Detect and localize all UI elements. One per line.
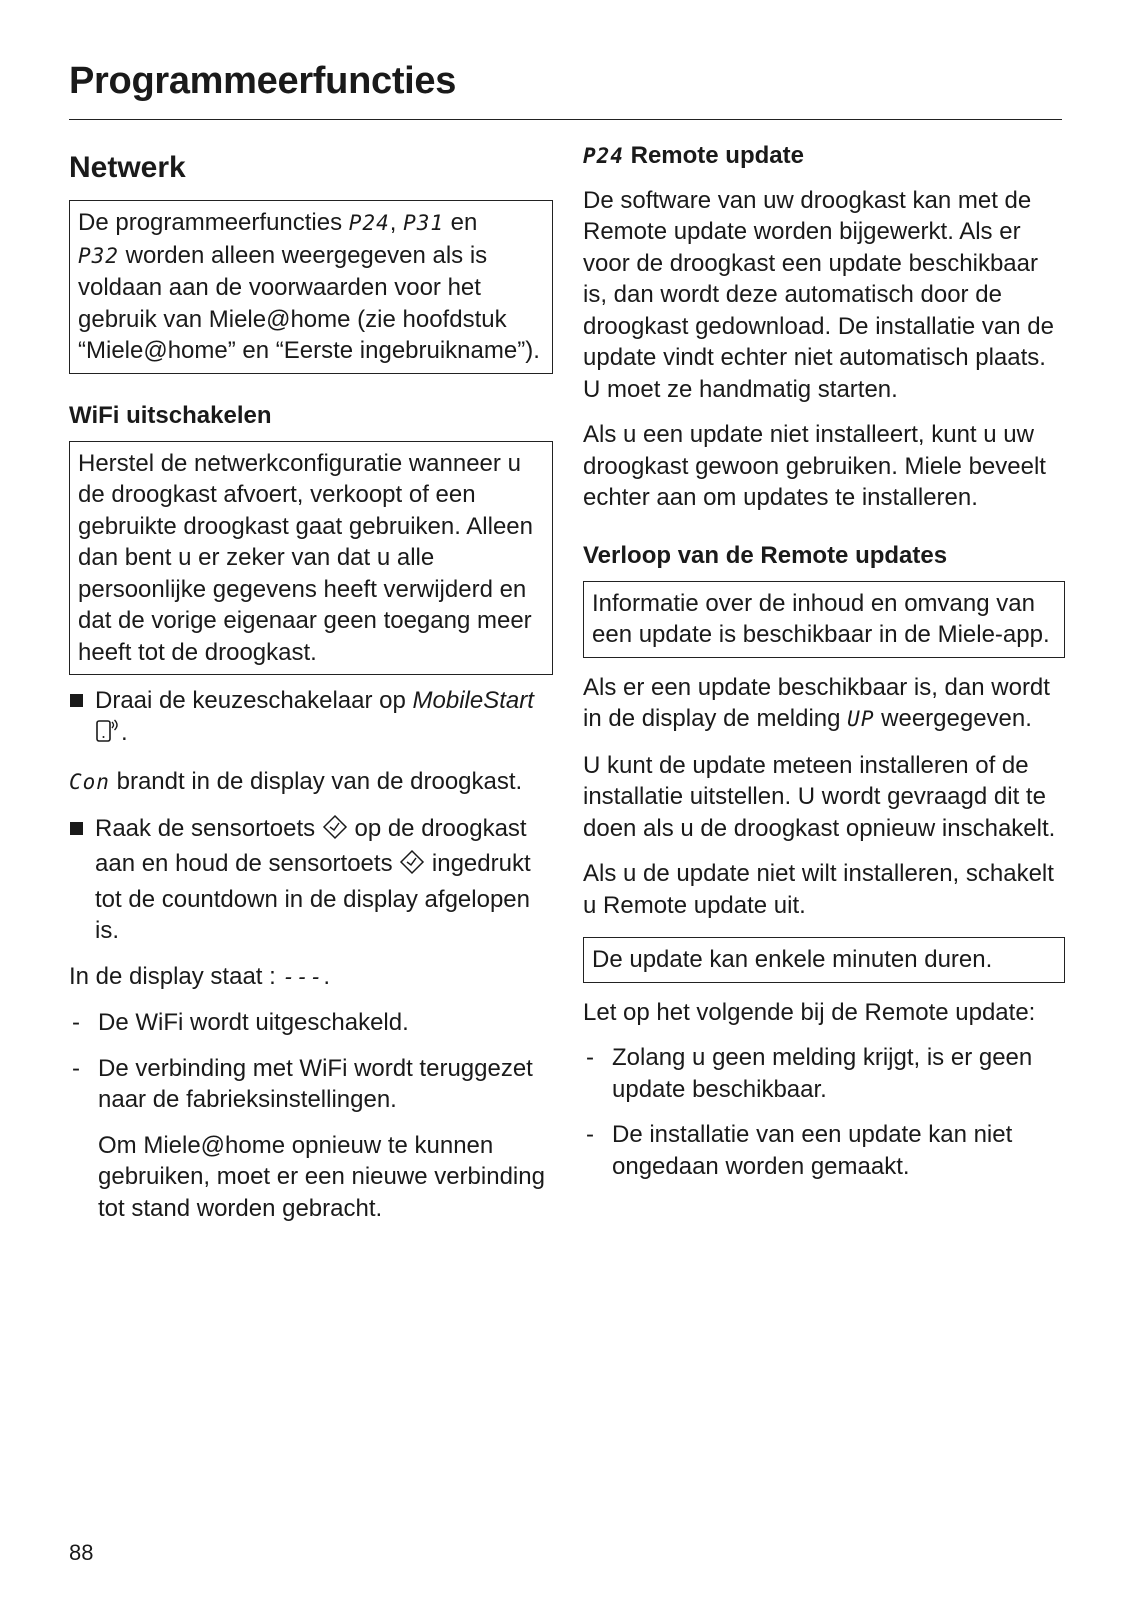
paragraph: Con brandt in de display van de droogkast.	[69, 768, 523, 795]
display-code: P24	[348, 211, 390, 235]
note-box-duration	[583, 937, 1065, 983]
note-box-info	[583, 581, 1065, 658]
note-box-wifi	[69, 441, 553, 676]
mobilestart-icon	[95, 718, 121, 753]
sensor-key-icon	[399, 849, 425, 884]
list-item: - De WiFi wordt uitgeschakeld.	[72, 1009, 409, 1036]
sensor-key-icon	[322, 814, 348, 849]
paragraph: Let op het volgende bij de Remote update:	[583, 998, 1036, 1026]
bullet-square-icon	[70, 822, 83, 835]
title-divider	[69, 119, 1062, 120]
note-text: Herstel de netwerkconfiguratie wanneer u de droogkast afvoert, verkoopt of een gebruikte droogkast gaat gebruiken. Alleen dan bent u er zeker van dat u alle persoonlijke gegevens heeft verwijderd en dat de vorige eigenaar geen toegang meer heeft tot de droogkast.	[78, 449, 533, 666]
right-column	[583, 140, 1065, 1182]
note-box-network	[69, 200, 553, 374]
verloop-heading: Verloop van de Remote updates	[583, 541, 948, 569]
paragraph: In de display staat : ---.	[69, 962, 331, 990]
note-text: De update kan enkele minuten duren.	[592, 946, 993, 973]
step-item: Raak de sensortoets op de droogkast aan en houd de sensortoets ingedrukt tot de countdown in de display afgelopen is.	[69, 813, 553, 947]
page-title: Programmeerfuncties	[69, 60, 457, 102]
step-item: Draai de keuzeschakelaar op MobileStart .	[69, 685, 553, 752]
paragraph: Om Miele@home opnieuw te kunnen gebruiken, moet er een nieuwe verbinding tot stand worden gebracht.	[98, 1131, 545, 1222]
left-column	[69, 140, 553, 1224]
note-text: De programmeerfuncties P24, P31 en P32 worden alleen weergegeven als is voldaan aan de voorwaarden voor het gebruik van Miele@home (zie hoofdstuk “Miele@home” en “Eerste ingebruikname”).	[78, 209, 540, 364]
display-code: ---	[282, 964, 324, 989]
wifi-heading: WiFi uitschakelen	[69, 401, 272, 429]
list-item: - De verbinding met WiFi wordt teruggezet naar de fabrieksinstellingen.	[72, 1054, 533, 1113]
display-code: UP	[847, 707, 875, 731]
display-code: P32	[78, 243, 119, 268]
paragraph: De software van uw droogkast kan met de Remote update worden bijgewerkt. Als er voor de droogkast een update beschikbaar is, dan wordt deze automatisch door de droogkast gedownload. De installatie van de update vindt echter niet automatisch plaats. U moet ze handmatig starten.	[583, 186, 1054, 403]
section-title: Netwerk	[69, 151, 186, 184]
bullet-square-icon	[70, 694, 83, 707]
page-number: 88	[69, 1540, 94, 1565]
remote-update-heading: P24 Remote update	[583, 142, 804, 169]
paragraph: Als er een update beschikbaar is, dan wordt in de display de melding UP weergegeven.	[583, 673, 1050, 732]
paragraph: Als u een update niet installeert, kunt u uw droogkast gewoon gebruiken. Miele beveelt echter aan om updates te installeren.	[583, 421, 1046, 511]
paragraph: U kunt de update meteen installeren of de installatie uitstellen. U wordt gevraagd dit te doen als u de droogkast opnieuw inschakelt.	[583, 751, 1056, 842]
display-code: Con	[69, 770, 110, 794]
paragraph: Als u de update niet wilt installeren, schakelt u Remote update uit.	[583, 860, 1054, 919]
list-item: - Zolang u geen melding krijgt, is er geen update beschikbaar.	[586, 1044, 1033, 1103]
display-code: P31	[403, 211, 444, 235]
display-code: P24	[583, 144, 624, 168]
list-item: - De installatie van een update kan niet ongedaan worden gemaakt.	[586, 1121, 1013, 1180]
note-text: Informatie over de inhoud en omvang van een update is beschikbaar in de Miele-app.	[592, 589, 1050, 648]
